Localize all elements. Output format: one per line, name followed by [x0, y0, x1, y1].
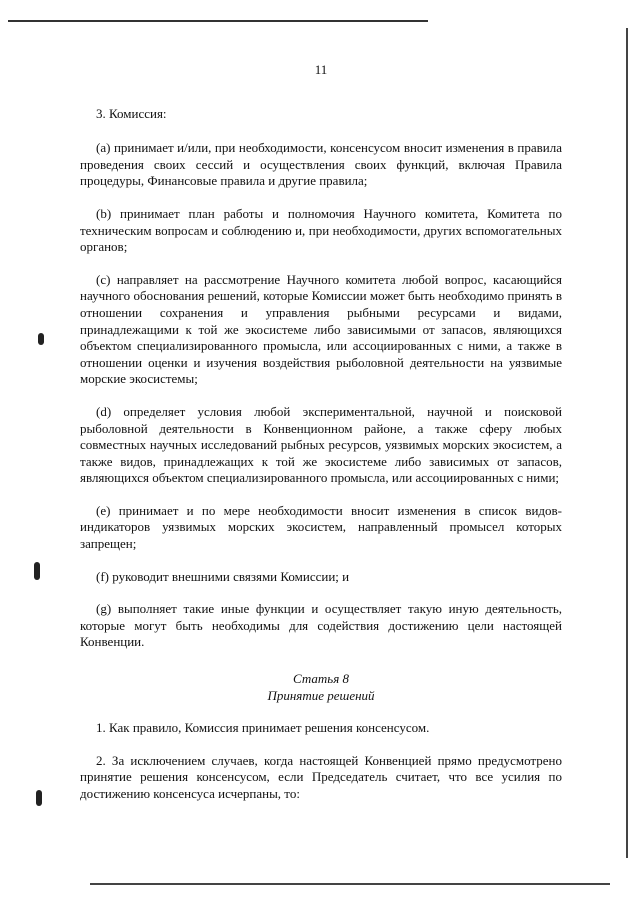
paragraph-d: (d) определяет условия любой экспериментальной, научной и поисковой рыболовной деятельности в Конвенционном районе, а также сферу любых совместных научных исследований рыбных ресурсов, уязвимых морских экосистем, а также видов, принадлежащих к той же экосистеме либо зависимых от запасов, являющихся объектом специализированного промысла, или ассоциированных с ними;: [80, 403, 562, 486]
paragraph-b: (b) принимает план работы и полномочия Научного комитета, Комитета по техническим вопросам и соблюдению и, при необходимости, других вспомогательных органов;: [80, 205, 562, 255]
paragraph-f: (f) руководит внешними связями Комиссии; и: [96, 568, 350, 584]
paragraph-e: (e) принимает и по мере необходимости вносит изменения в список видов-индикаторов уязвимых морских экосистем, направленный промысел которых запрещен;: [80, 502, 562, 552]
paragraph-c: (c) направляет на рассмотрение Научного комитета любой вопрос, касающийся научного обоснования решений, которые Комиссии может быть необходимо принять в отношении сохранения и управления рыбными ресурсами и видами, принадлежащими к той же экосистеме либо зависимыми от запасов, являющихся объектом специализированного промысла, или ассоциированных с ними, а также в отношении оценки и изучения воздействия рыболовной деятельности на уязвимые морские экосистемы;: [80, 271, 562, 387]
commission-heading: 3. Комиссия:: [96, 105, 167, 121]
bottom-page-rule: [90, 883, 610, 885]
top-page-rule: [8, 20, 428, 22]
left-margin-mark-3: [36, 790, 42, 806]
paragraph-a: (a) принимает и/или, при необходимости, консенсусом вносит изменения в правила проведения своих сессий и осуществления своих функций, включая Правила процедуры, Финансовые правила и другие правила;: [80, 140, 562, 189]
left-margin-mark-2: [34, 562, 40, 580]
paragraph-g: (g) выполняет такие иные функции и осуществляет такую иную деятельность, которые могут быть необходимы для содействия достижению цели настоящей Конвенции.: [80, 601, 562, 650]
article-paragraph-1: 1. Как правило, Комиссия принимает решения консенсусом.: [96, 720, 430, 736]
article-subtitle: Принятие решений: [267, 687, 375, 703]
article-paragraph-2: 2. За исключением случаев, когда настоящей Конвенцией прямо предусмотрено принятие решения консенсусом, если Председатель считает, что все усилия по достижению консенсуса исчерпаны, то:: [80, 752, 562, 801]
left-margin-mark-1: [38, 333, 44, 345]
page-number: 11: [314, 62, 328, 77]
article-title: Статья 8: [293, 671, 349, 687]
right-page-rule: [626, 28, 628, 858]
document-page: [80, 62, 562, 819]
